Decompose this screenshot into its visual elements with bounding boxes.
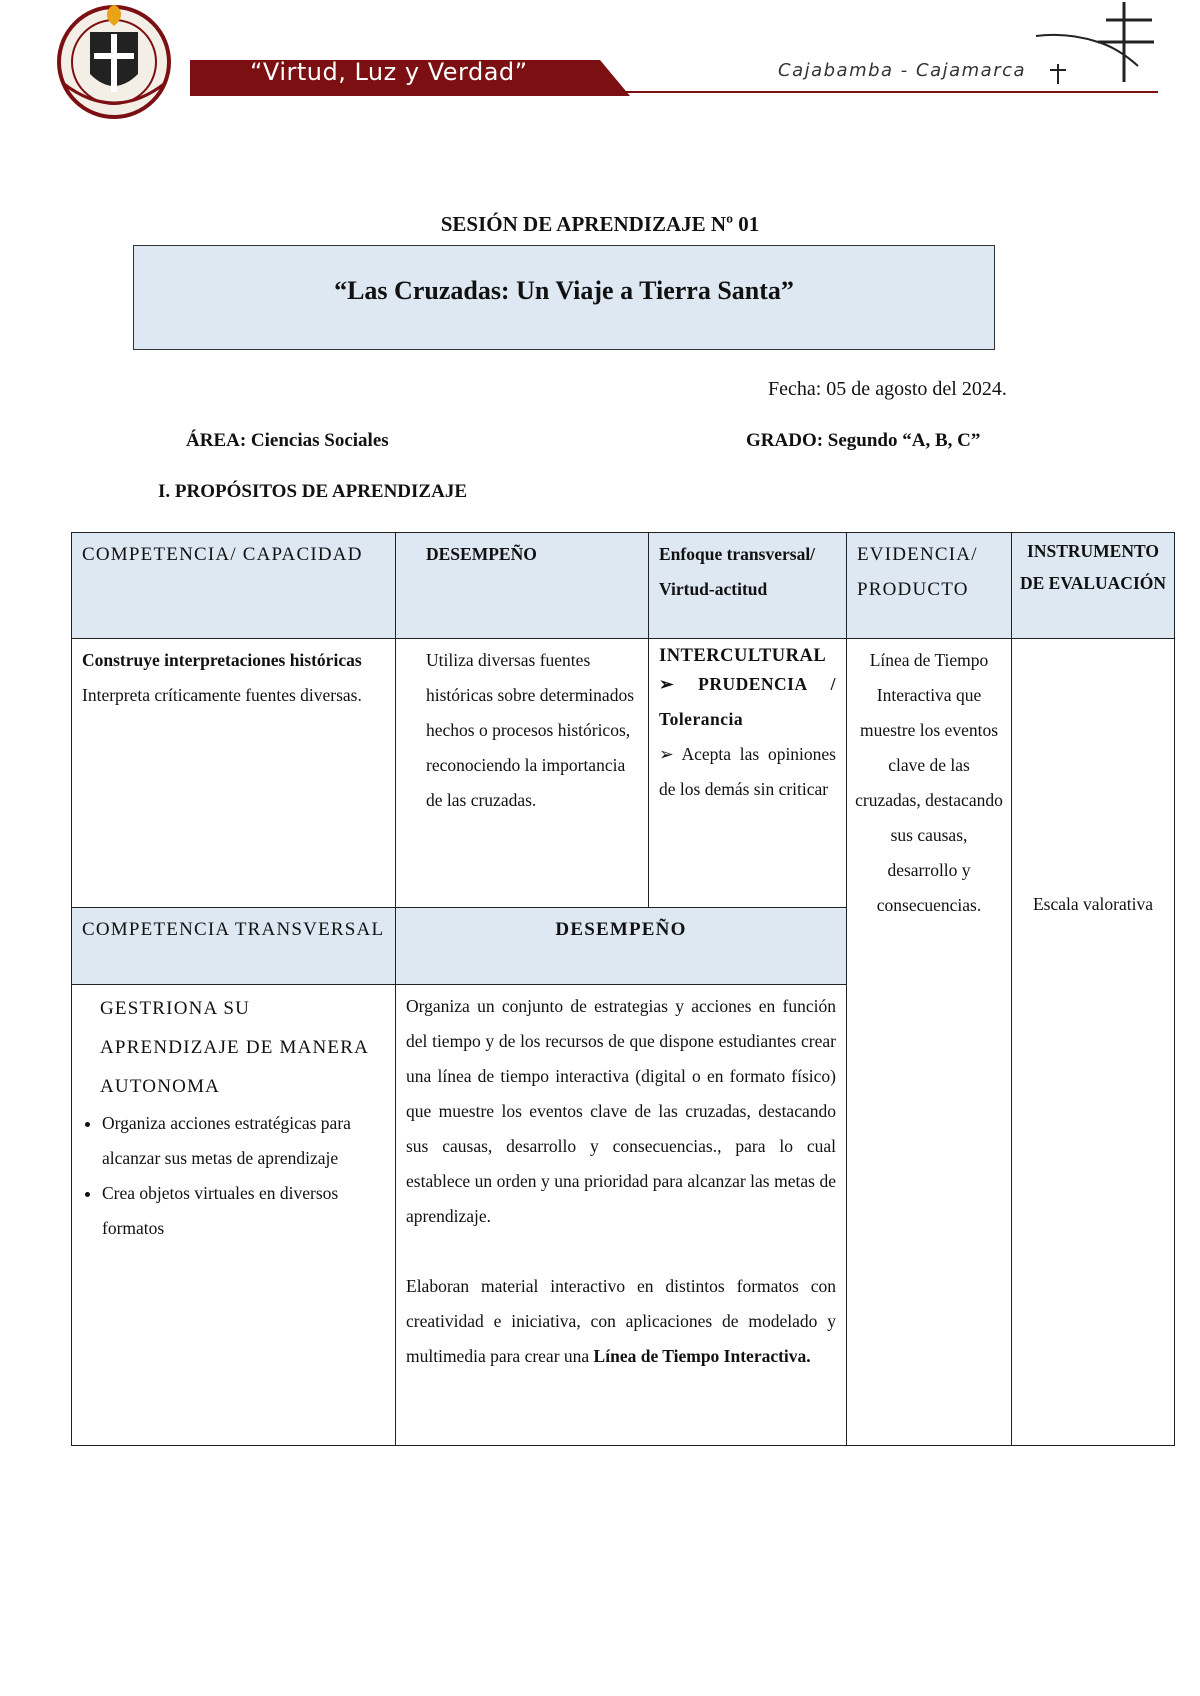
header-competencia-text: COMPETENCIA/ CAPACIDAD — [82, 544, 363, 565]
date-text: Fecha: 05 de agosto del 2024. — [768, 378, 1007, 400]
evidencia-cell — [846, 638, 1012, 1446]
row1-competencia — [71, 638, 396, 908]
session-title: SESIÓN DE APRENDIZAJE Nº 01 — [440, 212, 760, 236]
row2-desempeno-p2: Elaboran material interactivo en distintos formatos con creatividad e iniciativa, con aplicaciones de modelado y multimedia para crear una — [406, 1276, 836, 1366]
row1-enfoque-title: INTERCULTURAL — [659, 646, 827, 666]
location-text: Cajabamba - Cajamarca — [778, 60, 1027, 81]
transversal-header-desempeno-text: DESEMPEÑO — [555, 919, 687, 940]
row1-desempeno-text: Utiliza diversas fuentes históricas sobre determinados hechos o procesos históricos, reconociendo la importancia de las cruzadas. — [426, 650, 635, 810]
grade-text: GRADO: Segundo “A, B, C” — [746, 430, 981, 451]
row2-desempeno-p2-bold: Línea de Tiempo Interactiva. — [593, 1346, 811, 1366]
row2-competencia-title: GESTRIONA SU APRENDIZAJE DE MANERA AUTONOMA — [100, 998, 368, 1097]
row2-desempeno — [395, 984, 847, 1446]
header-enfoque — [648, 532, 847, 639]
row1-enfoque-actitud: Acepta las opiniones de los demás sin criticar — [659, 744, 836, 799]
transversal-header-competencia — [71, 907, 396, 985]
evidencia-text: Línea de Tiempo Interactiva que muestre los eventos clave de las cruzadas, destacando sus causas, desarrollo y consecuencias. — [855, 650, 1003, 915]
arrow-icon: ➢ — [659, 744, 682, 764]
section-heading: I. PROPÓSITOS DE APRENDIZAJE — [158, 481, 467, 502]
header-competencia — [71, 532, 396, 639]
header-rule — [600, 91, 1158, 93]
header-desempeno-text: DESEMPEÑO — [426, 544, 537, 564]
header-instrumento-text: INSTRUMENTO DE EVALUACIÓN — [1019, 541, 1167, 593]
row2-desempeno-p1: Organiza un conjunto de estrategias y acciones en función del tiempo y de los recursos de que dispone estudiantes crear una línea de tiempo interactiva (digital o en formato físico) que muestre los eventos clave de las cruzadas, destacando sus causas, desarrollo y consecuencias., para lo cual establece un orden y una prioridad para alcanzar las metas de aprendizaje. — [406, 996, 836, 1226]
title-box — [133, 245, 995, 350]
header-enfoque-text: Enfoque transversal/ Virtud-actitud — [659, 544, 816, 599]
cross-icon — [1028, 2, 1156, 88]
row1-desempeno — [395, 638, 649, 908]
row2-bullet-2: • Crea objetos virtuales en diversos formatos — [102, 1176, 385, 1246]
row1-enfoque — [648, 638, 847, 908]
transversal-header-competencia-text: COMPETENCIA TRANSVERSAL — [82, 919, 385, 940]
row2-bullet-1: • Organiza acciones estratégicas para alcanzar sus metas de aprendizaje — [102, 1106, 385, 1176]
header-instrumento — [1011, 532, 1175, 639]
row2-competencia — [71, 984, 396, 1446]
row1-competencia-detail: Interpreta críticamente fuentes diversas. — [82, 685, 362, 705]
header-evidencia — [846, 532, 1012, 639]
instrumento-cell — [1011, 638, 1175, 1446]
main-title: “Las Cruzadas: Un Viaje a Tierra Santa” — [334, 275, 794, 305]
row1-competencia-title: Construye interpretaciones históricas — [82, 650, 362, 670]
area-text: ÁREA: Ciencias Sociales — [186, 430, 389, 451]
instrumento-text: Escala valorativa — [1032, 893, 1153, 914]
header-evidencia-text: EVIDENCIA/ PRODUCTO — [857, 544, 978, 600]
learning-purposes-table — [71, 532, 1175, 1446]
school-seal-logo — [44, 4, 184, 120]
transversal-header-desempeno — [395, 907, 847, 985]
header-desempeno — [395, 532, 649, 639]
arrow-icon: ➢ — [659, 674, 699, 694]
motto-text: “Virtud, Luz y Verdad” — [250, 58, 528, 86]
row1-enfoque-virtud: PRUDENCIA / Tolerancia — [659, 674, 836, 729]
